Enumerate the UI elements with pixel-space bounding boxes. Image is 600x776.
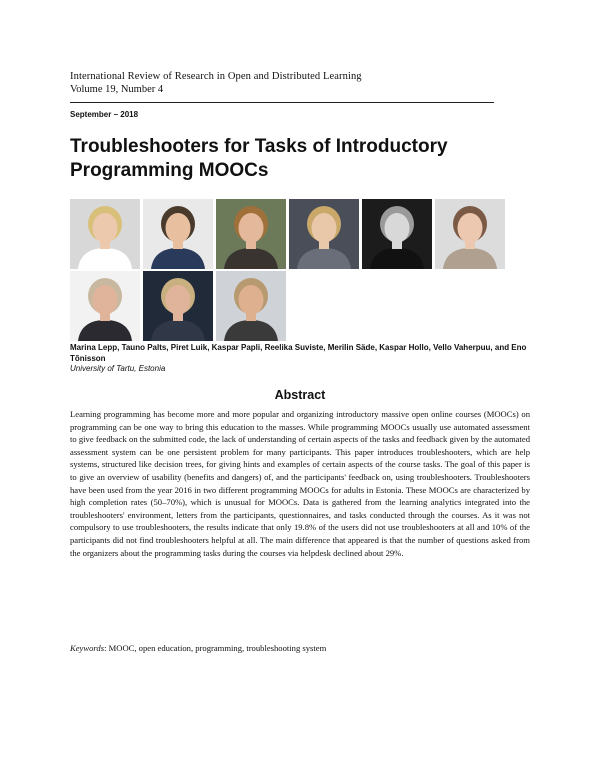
abstract-heading: Abstract xyxy=(274,388,326,402)
portrait-image xyxy=(143,271,213,341)
journal-header xyxy=(70,70,362,96)
keywords xyxy=(70,643,326,653)
portrait-image xyxy=(143,199,213,269)
keywords-label: Keywords xyxy=(70,643,105,653)
portrait-image xyxy=(362,199,432,269)
journal-volume: Volume 19, Number 4 xyxy=(70,84,164,95)
author-photo-8 xyxy=(143,271,213,341)
author-photo-3 xyxy=(216,199,286,269)
portrait-image xyxy=(435,199,505,269)
portrait-image xyxy=(289,199,359,269)
author-photo-2 xyxy=(143,199,213,269)
author-list: Marina Lepp, Tauno Palts, Piret Luik, Kaspar Papli, Reelika Suviste, Merilin Säde, Kaspar Hollo, Vello Vaherpuu, and Eno Tõnisson xyxy=(70,343,527,363)
paper-title: Troubleshooters for Tasks of Introductory Programming MOOCs xyxy=(70,136,448,181)
portrait-image xyxy=(216,199,286,269)
publication-date: September – 2018 xyxy=(70,110,139,119)
abstract-text: Learning programming has become more and more popular and organizing introductory massive open online courses (MOOCs) on programming can be one way to bring this education to the masses. While programming MOOCs usually use automated assessment to give feedback on the submitted code, the lack of understanding of certain aspects of the tasks and feedback given by the automated assessment system can be one persistent problem for many participants. This paper introduces troubleshooters, which are help systems, structured like decision trees, for giving hints and examples of certain aspects of the course tasks. The goal of this paper is to give an overview of usability (benefits and dangers) of, and the participants' feedback on, using troubleshooters. Troubleshooters have been used from the year 2016 in two different programming MOOCs for adults in Estonia. These MOOCs are characterized by high completion rates (50–70%), which is unusual for MOOCs. Data is gathered from the learning analytics integrated into the troubleshooters' environment, letters from the participants, questionnaires, and tasks conducted through the courses. As it was not compulsory to use troubleshooters, the results indicate that only 19.8% of the users did not use troubleshooters at all and 10% of the participants did not find troubleshooters helpful at all. The main difference that appeared is that the number of questions asked from the organizers about the programming tasks during the courses via helpdesk declined about 29%. xyxy=(70,409,530,558)
author-photo-9 xyxy=(216,271,286,341)
affiliation: University of Tartu, Estonia xyxy=(70,364,166,373)
author-photo-5 xyxy=(362,199,432,269)
header-rule xyxy=(70,102,494,103)
author-photo-6 xyxy=(435,199,505,269)
portrait-image xyxy=(70,271,140,341)
portrait-image xyxy=(70,199,140,269)
author-photo-7 xyxy=(70,271,140,341)
author-photo-1 xyxy=(70,199,140,269)
portrait-image xyxy=(216,271,286,341)
author-photo-4 xyxy=(289,199,359,269)
journal-name: International Review of Research in Open and Distributed Learning xyxy=(70,71,362,82)
keywords-value: : MOOC, open education, programming, troubleshooting system xyxy=(104,643,327,653)
